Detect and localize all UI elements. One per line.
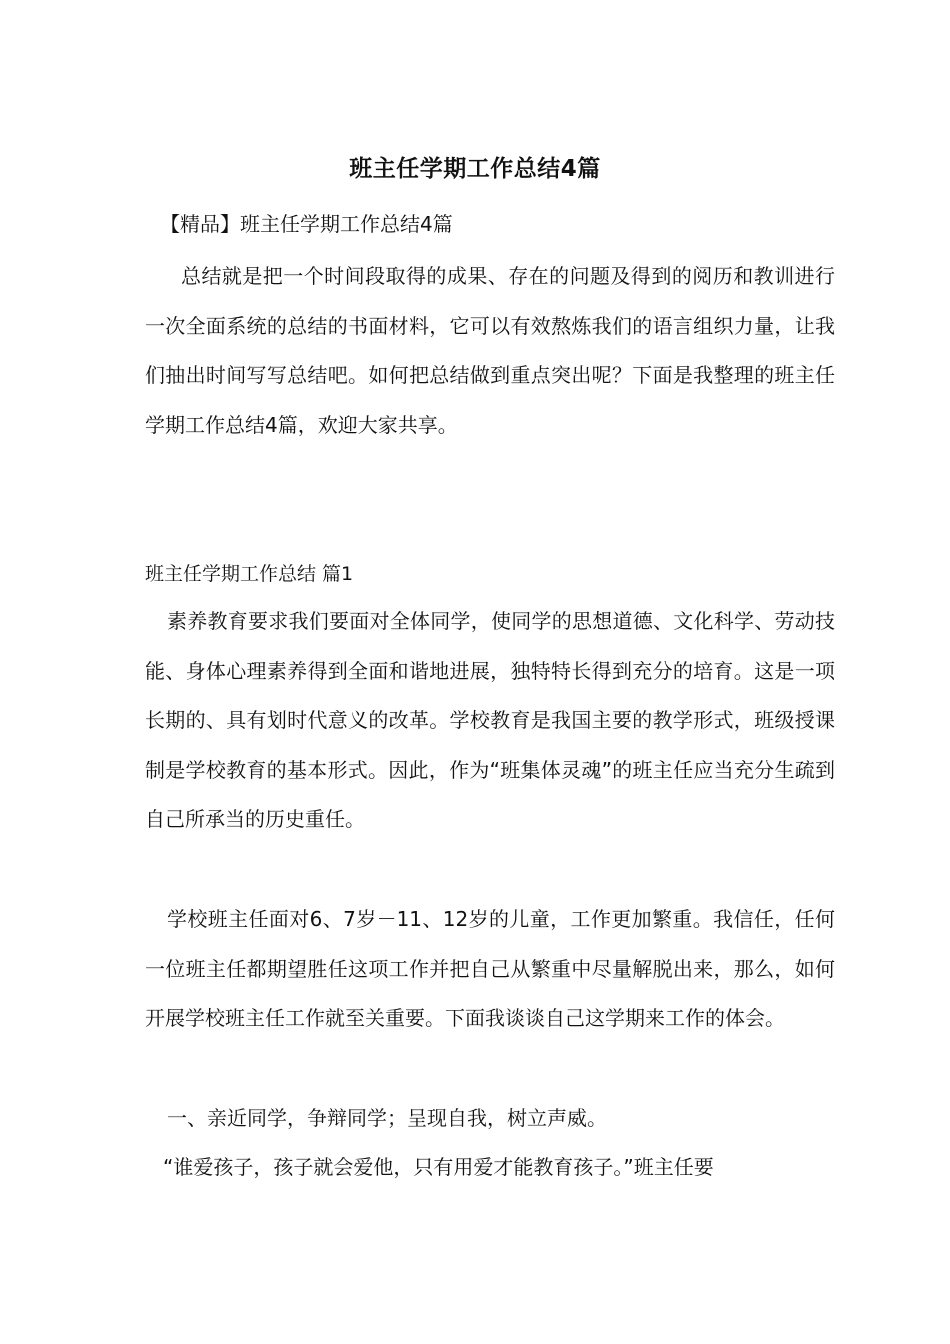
document-title: 班主任学期工作总结4篇 bbox=[349, 156, 601, 182]
body-paragraph: “谁爱孩子，孩子就会爱他，只有用爱才能教育孩子。”班主任要 bbox=[163, 1155, 714, 1179]
section-heading: 班主任学期工作总结 篇1 bbox=[145, 563, 354, 585]
document-subtitle: 【精品】班主任学期工作总结4篇 bbox=[160, 212, 453, 236]
body-paragraph: 素养教育要求我们要面对全体同学，使同学的思想道德、文化科学、劳动技能、身体心理素养得到全面和谐地进展，独特特长得到充分的培育。这是一项长期的、具有划时代意义的改革。学校教育是我国主要的教学形式，班级授课制是学校教育的基本形式。因此，作为“班集体灵魂”的班主任应当充分生疏到自己所承当的历史重任。 bbox=[145, 609, 835, 831]
body-paragraph: 一、亲近同学，争辩同学；呈现自我，树立声威。 bbox=[167, 1106, 607, 1130]
intro-paragraph: 总结就是把一个时间段取得的成果、存在的问题及得到的阅历和教训进行一次全面系统的总结的书面材料，它可以有效熬炼我们的语言组织力量，让我们抽出时间写写总结吧。如何把总结做到重点突出呢？下面是我整理的班主任学期工作总结4篇，欢迎大家共享。 bbox=[145, 264, 835, 437]
body-paragraph: 学校班主任面对6、7岁－11、12岁的儿童，工作更加繁重。我信任，任何一位班主任都期望胜任这项工作并把自己从繁重中尽量解脱出来，那么，如何开展学校班主任工作就至关重要。下面我谈谈自己这学期来工作的体会。 bbox=[145, 907, 835, 1030]
